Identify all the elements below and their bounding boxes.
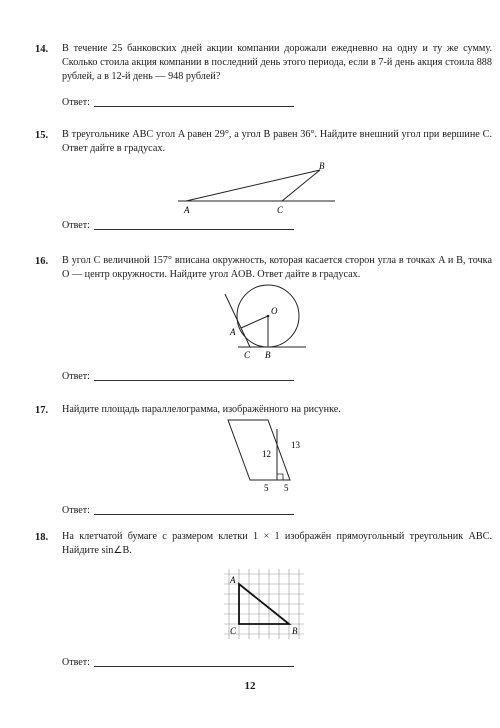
- radius-oa: [241, 316, 268, 328]
- triangle-side-ab: [186, 170, 320, 201]
- problem-14-answer-field[interactable]: [94, 106, 294, 107]
- angle-side-left: [225, 294, 250, 347]
- problem-14-text: В течение 25 банковских дней акции компании дорожали ежедневно на одну и ту же сумму. Сколько стоила акция компании в последний день этого периода, если в 7-й день акция стоила 888 рублей, а в 12-й день — 948 рублей?: [62, 43, 492, 82]
- problem-14-answer-label: Ответ:: [62, 97, 90, 108]
- problem-18-number: 18.: [35, 532, 49, 543]
- problem-17-text: Найдите площадь параллелограмма, изображённого на рисунке.: [62, 404, 341, 415]
- label-height: 12: [262, 449, 271, 459]
- label-a: A: [230, 327, 236, 337]
- problem-15-answer-label: Ответ:: [62, 220, 90, 231]
- label-a: A: [230, 575, 236, 585]
- label-base-right: 5: [284, 483, 289, 493]
- problem-18-text: На клетчатой бумаге с размером клетки 1 × 1 изображён прямоугольный треугольник ABC. Найдите sin∠B.: [62, 531, 492, 556]
- problem-18-answer-label: Ответ:: [62, 657, 90, 668]
- problem-16-answer-label: Ответ:: [62, 371, 90, 382]
- problem-15-text: В треугольнике ABC угол A равен 29°, а угол B равен 36°. Найдите внешний угол при вершине C. Ответ дайте в градусах.: [62, 129, 492, 154]
- problem-17-figure: [0, 415, 500, 495]
- problem-15-answer-field[interactable]: [94, 229, 294, 230]
- label-c: C: [244, 350, 251, 360]
- parallelogram: [228, 420, 290, 480]
- label-b: B: [265, 350, 271, 360]
- problem-17-answer-label: Ответ:: [62, 505, 90, 516]
- label-c: C: [277, 205, 284, 215]
- problem-18-figure: [0, 564, 500, 649]
- problem-17-answer-field[interactable]: [94, 514, 294, 515]
- label-c: C: [230, 626, 237, 636]
- label-side: 13: [291, 440, 300, 450]
- problem-14-number: 14.: [35, 44, 49, 55]
- problem-16-number: 16.: [35, 256, 49, 267]
- problem-16-answer-field[interactable]: [94, 380, 294, 381]
- point-o: [267, 315, 270, 318]
- right-angle-mark: [277, 474, 283, 480]
- problem-16-text: В угол C величиной 157° вписана окружность, которая касается сторон угла в точках A и B, точка O — центр окружности. Найдите угол AOB. Ответ дайте в градусах.: [62, 255, 492, 280]
- label-b: B: [292, 626, 298, 636]
- problem-18-answer-field[interactable]: [94, 666, 294, 667]
- problem-15-number: 15.: [35, 130, 49, 141]
- problem-17-number: 17.: [35, 405, 49, 416]
- page-number: 12: [244, 680, 256, 692]
- label-b: B: [319, 161, 325, 171]
- label-base-left: 5: [264, 483, 269, 493]
- label-a: A: [184, 205, 190, 215]
- problem-15-figure: [0, 160, 500, 220]
- problem-16-figure: [0, 280, 500, 360]
- label-o: O: [271, 306, 278, 316]
